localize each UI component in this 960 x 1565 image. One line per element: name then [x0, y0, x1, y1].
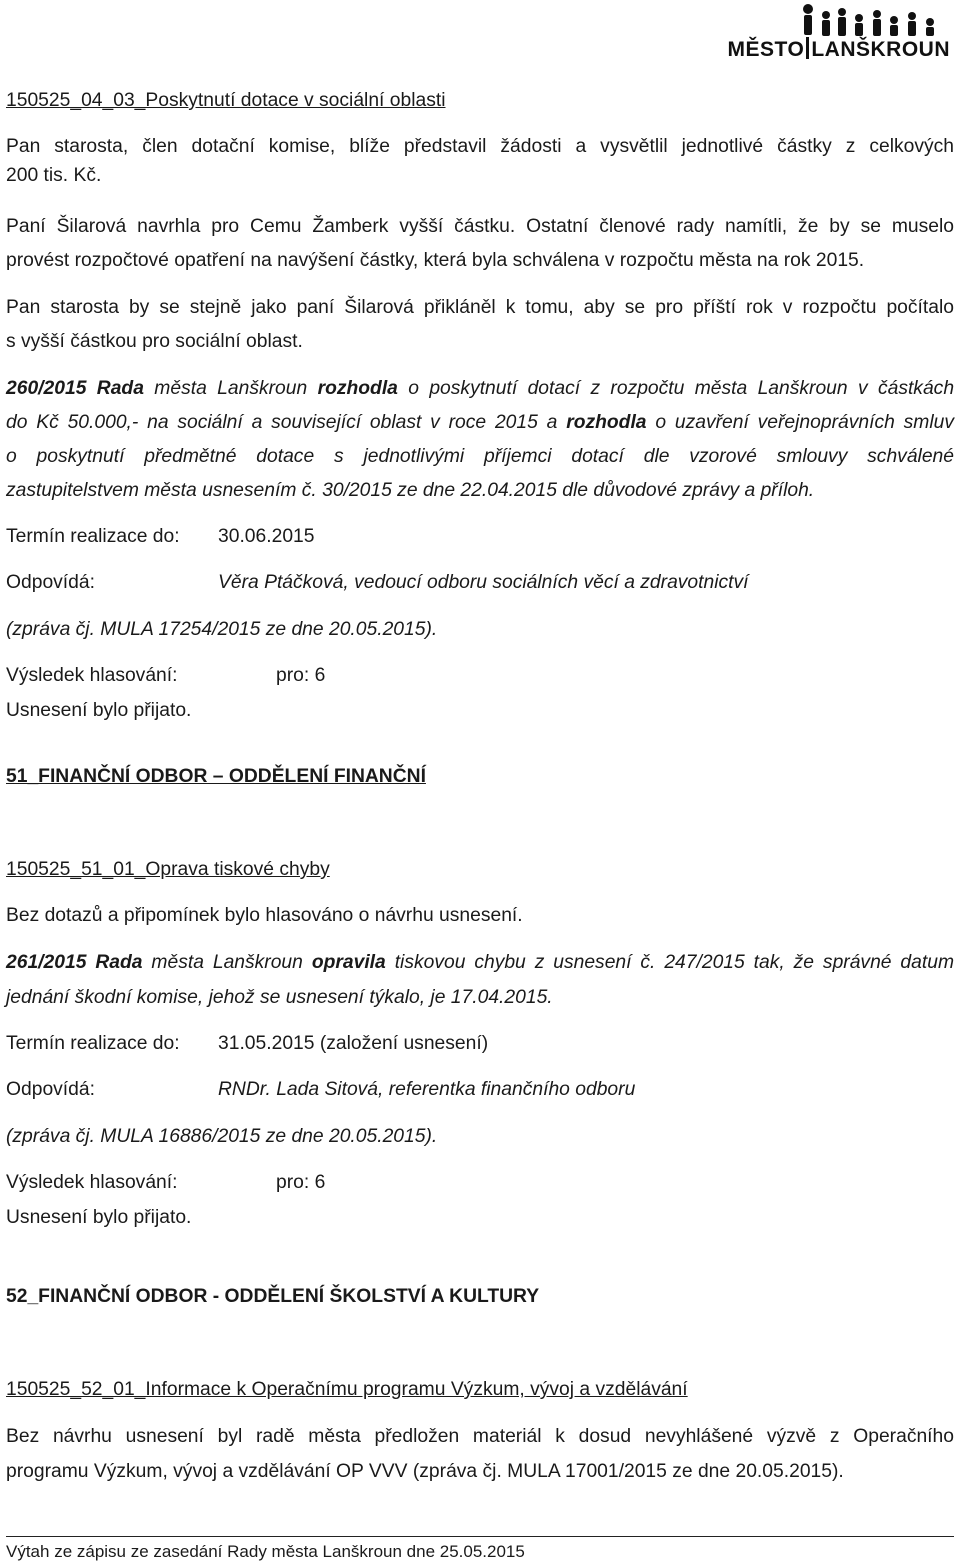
resolution-line: o poskytnutí předmětné dotace s jednotlivými příjemci dotací dle vzorové smlouvy schválené	[6, 446, 954, 467]
report-reference: (zpráva čj. MULA 17254/2015 ze dne 20.05.2015).	[6, 619, 438, 640]
responsible-label: Odpovídá:	[6, 572, 95, 593]
paragraph-line: Paní Šilarová navrhla pro Cemu Žamberk vyšší částku. Ostatní členové rady namítli, že by se muselo	[6, 216, 954, 237]
city-logo	[727, 2, 954, 82]
vote-row	[6, 1170, 326, 1196]
page-footer: Výtah ze zápisu ze zasedání Rady města Lanškroun dne 25.05.2015	[6, 1542, 525, 1561]
resolution-verb: opravila	[311, 952, 386, 973]
department-heading: 51_FINANČNÍ ODBOR – ODDĚLENÍ FINANČNÍ	[6, 766, 426, 787]
resolution-line: zastupitelstvem města usnesením č. 30/2015 ze dne 22.04.2015 dle důvodové zprávy a příloh.	[6, 480, 815, 501]
footer-divider	[6, 1536, 954, 1537]
responsible-value: Věra Ptáčková, vedoucí odboru sociálních věcí a zdravotnictví	[218, 572, 749, 593]
resolution-text: města Lanškroun	[154, 378, 308, 399]
deadline-value: 30.06.2015	[218, 526, 315, 547]
paragraph-line: 200 tis. Kč.	[6, 165, 102, 186]
logo-word-mesto: MĚSTO	[727, 38, 805, 61]
item-heading: 150525_04_03_Poskytnutí dotace v sociální oblasti	[6, 90, 446, 111]
resolution-text: o poskytnutí dotací z rozpočtu města Lanškroun v částkách	[408, 378, 955, 399]
paragraph-line: Pan starosta, člen dotační komise, blíže představil žádosti a vysvětlil jednotlivé částky z celkových	[6, 136, 954, 157]
vote-row	[6, 663, 326, 689]
deadline-value: 31.05.2015 (založení usnesení)	[218, 1033, 489, 1054]
people-figures-icon	[802, 2, 950, 40]
paragraph-line: Bez návrhu usnesení byl radě města předložen materiál k dosud nevyhlášené výzvě z Operačního	[6, 1426, 954, 1447]
responsible-value: RNDr. Lada Sitová, referentka finančního odboru	[218, 1079, 636, 1100]
logo-divider	[806, 37, 809, 59]
item-heading: 150525_51_01_Oprava tiskové chyby	[6, 859, 330, 880]
paragraph-line: Pan starosta by se stejně jako paní Šilarová přikláněl k tomu, aby se pro příští rok v rozpočtu počítalo	[6, 297, 954, 318]
deadline-row	[6, 524, 315, 550]
resolution-body: Rada	[95, 952, 143, 973]
deadline-label: Termín realizace do:	[6, 526, 180, 547]
resolution-line	[6, 410, 954, 436]
resolution-verb: rozhodla	[566, 412, 647, 433]
accepted-note: Usnesení bylo přijato.	[6, 700, 192, 721]
responsible-row	[6, 570, 749, 596]
logo-word-lanskroun: LANŠKROUN	[811, 38, 950, 61]
paragraph-line: programu Výzkum, vývoj a vzdělávání OP VVV (zpráva čj. MULA 17001/2015 ze dne 20.05.2015).	[6, 1461, 844, 1482]
resolution-line	[6, 950, 954, 976]
paragraph-line: Bez dotazů a připomínek bylo hlasováno o návrhu usnesení.	[6, 905, 523, 926]
report-reference: (zpráva čj. MULA 16886/2015 ze dne 20.05.2015).	[6, 1126, 438, 1147]
resolution-number: 260/2015	[6, 378, 87, 399]
accepted-note: Usnesení bylo přijato.	[6, 1207, 192, 1228]
resolution-text: o uzavření veřejnoprávních smluv	[655, 412, 954, 433]
vote-value: pro: 6	[276, 665, 326, 686]
deadline-label: Termín realizace do:	[6, 1033, 180, 1054]
resolution-body: Rada	[96, 378, 144, 399]
vote-label: Výsledek hlasování:	[6, 1172, 178, 1193]
resolution-line: jednání škodní komise, jehož se usnesení týkalo, je 17.04.2015.	[6, 987, 553, 1008]
resolution-verb: rozhodla	[317, 378, 398, 399]
item-heading: 150525_52_01_Informace k Operačnímu programu Výzkum, vývoj a vzdělávání	[6, 1379, 688, 1400]
paragraph-line: provést rozpočtové opatření na navýšení částky, která byla schválena v rozpočtu města na rok 2015.	[6, 250, 865, 271]
responsible-row	[6, 1077, 636, 1103]
vote-value: pro: 6	[276, 1172, 326, 1193]
paragraph-line: s vyšší částkou pro sociální oblast.	[6, 331, 303, 352]
vote-label: Výsledek hlasování:	[6, 665, 178, 686]
department-heading: 52_FINANČNÍ ODBOR - ODDĚLENÍ ŠKOLSTVÍ A KULTURY	[6, 1286, 540, 1307]
deadline-row	[6, 1031, 489, 1057]
resolution-number: 261/2015	[6, 952, 87, 973]
resolution-text: tiskovou chybu z usnesení č. 247/2015 tak, že správné datum	[394, 952, 955, 973]
resolution-text: do Kč 50.000,- na sociální a související oblast v roce 2015 a	[6, 412, 558, 433]
resolution-text: města Lanškroun	[151, 952, 303, 973]
responsible-label: Odpovídá:	[6, 1079, 95, 1100]
resolution-line	[6, 376, 954, 402]
logo-wordmark	[728, 37, 950, 62]
